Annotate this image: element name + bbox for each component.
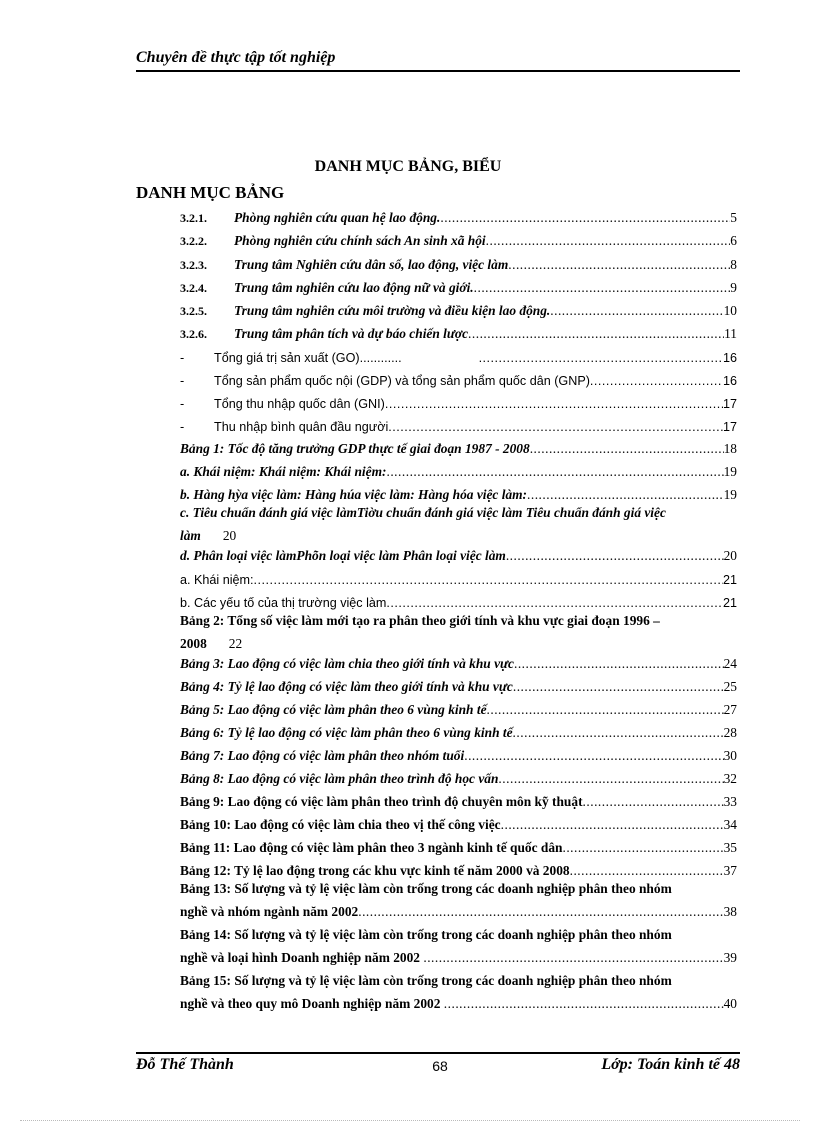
toc-entry-page: 16: [722, 351, 737, 365]
toc-entry-number: 3.2.6.: [180, 327, 207, 341]
toc-entry-page: 30: [723, 748, 737, 763]
toc-entry[interactable]: [180, 969, 737, 1015]
toc-entry-text: Bảng 11: Lao động có việc làm phân theo 3 ngành kinh tế quốc dân: [180, 840, 563, 855]
footer-author: Đỗ Thế Thành: [136, 1056, 234, 1073]
footer-rule: [136, 1052, 740, 1054]
toc-entry[interactable]: [180, 253, 737, 273]
toc-entry-continuation: [180, 900, 737, 923]
toc-entry-text: Trung tâm phân tích và dự báo chiến lược: [234, 326, 469, 341]
toc-entry-number: 3.2.3.: [180, 258, 207, 272]
toc-entry[interactable]: [180, 813, 737, 833]
toc-entry-text: Bảng 8: Lao động có việc làm phân theo trình độ học vấn: [180, 771, 499, 786]
toc-entry-text: Bảng 10: Lao động có việc làm chia theo vị thế công việc: [180, 817, 501, 832]
toc-entry[interactable]: [180, 790, 737, 810]
toc-leader: [506, 548, 724, 564]
running-header: Chuyên đề thực tập tốt nghiệp: [136, 49, 336, 66]
toc-entry[interactable]: [180, 877, 737, 923]
toc-entry-bullet: -: [180, 420, 185, 434]
section-subtitle: DANH MỤC BẢNG: [136, 183, 285, 202]
toc-entry[interactable]: [180, 836, 737, 856]
toc-entry[interactable]: [180, 721, 737, 741]
toc-leader: [498, 771, 723, 787]
toc-entry-page: 35: [723, 840, 737, 855]
toc-entry-page: 24: [723, 656, 737, 671]
toc-entry-text: Tổng giá trị sản xuất (GO)............: [214, 351, 479, 365]
toc-entry[interactable]: [180, 859, 737, 879]
toc-entry-text: Bảng 7: Lao động có việc làm phân theo nhóm tuổi: [180, 748, 465, 763]
toc-entry-text: Thu nhập bình quân đầu người: [214, 420, 389, 434]
page-title: DANH MỤC BẢNG, BIỂU: [314, 158, 502, 175]
toc-leader: [513, 725, 724, 741]
toc-entry-page: 21: [722, 573, 737, 587]
toc-entry-page: 40: [723, 996, 737, 1011]
toc-entry[interactable]: [180, 460, 737, 480]
toc-entry-page: 11: [724, 326, 737, 341]
toc-entry-text: Bảng 6: Tỷ lệ lao động có việc làm phân theo 6 vùng kinh tế: [180, 725, 513, 740]
toc-entry-page: 37: [723, 863, 737, 878]
toc-entry-text: Bảng 5: Lao động có việc làm phân theo 6 vùng kinh tế: [180, 702, 487, 717]
toc-entry-text: d. Phân loại việc làmPhõn loại việc làm Phân loại việc làm: [180, 548, 506, 563]
toc-entry-bullet: -: [180, 374, 185, 388]
toc-entry-page: 17: [722, 397, 737, 411]
toc-entry-text: a. Khái niệm:: [180, 573, 254, 587]
toc-entry[interactable]: [180, 698, 737, 718]
toc-entry-page: 27: [723, 702, 737, 717]
toc-leader: [583, 794, 724, 810]
toc-entry[interactable]: [180, 437, 737, 457]
toc-leader: [508, 257, 730, 273]
toc-entry-text: Bảng 4: Tỷ lệ lao động có việc làm theo giới tính và khu vực: [180, 679, 513, 694]
toc-entry[interactable]: [180, 206, 737, 226]
toc-leader: [530, 441, 724, 457]
toc-entry[interactable]: [180, 923, 737, 969]
toc-entry-text-cont: 2008: [180, 636, 207, 651]
toc-leader: [514, 656, 724, 672]
toc-leader: [468, 326, 724, 342]
toc-leader: [385, 397, 723, 411]
toc-leader: [440, 210, 730, 226]
toc-entry-page: 20: [723, 548, 737, 563]
toc-entry[interactable]: [180, 368, 737, 388]
toc-entry-text: Bảng 13: Số lượng và tỷ lệ việc làm còn trống trong các doanh nghiệp phân theo nhóm: [180, 881, 672, 896]
toc-entry-text: Bảng 14: Số lượng và tỷ lệ việc làm còn trống trong các doanh nghiệp phân theo nhóm: [180, 927, 672, 942]
toc-leader: [562, 840, 723, 856]
toc-entry-page: 38: [723, 904, 737, 919]
toc-entry-text: Phòng nghiên cứu quan hệ lao động.: [234, 210, 441, 225]
toc-leader: [486, 233, 731, 249]
toc-entry-page: 32: [723, 771, 737, 786]
toc-entry-page: 10: [723, 303, 737, 318]
toc-entry-page: 5: [730, 210, 737, 225]
footer-class: Lớp: Toán kinh tế 48: [601, 1056, 740, 1073]
toc-entry-number: 3.2.2.: [180, 234, 207, 248]
toc-entry[interactable]: [180, 414, 737, 434]
toc-leader: [423, 946, 723, 969]
toc-leader: [388, 420, 723, 434]
toc-entry[interactable]: [180, 744, 737, 764]
toc-entry-text: b. Các yếu tố của thị trường việc làm: [180, 596, 387, 610]
toc-entry[interactable]: [180, 276, 737, 296]
toc-entry-continuation: [180, 992, 737, 1015]
toc-entry-page: 20: [222, 528, 237, 543]
toc-entry[interactable]: [180, 501, 737, 547]
toc-entry-text-cont: nghề và nhóm ngành năm 2002: [180, 904, 359, 919]
toc-leader: [474, 280, 731, 296]
toc-entry-page: 22: [228, 636, 243, 651]
toc-entry[interactable]: [180, 609, 737, 655]
toc-entry-page: 6: [730, 233, 737, 248]
toc-entry-page: 8: [730, 257, 737, 272]
toc-entry-text: c. Tiêu chuẩn đánh giá việc làmTiờu chuẩn đánh giá việc làm Tiêu chuẩn đánh giá việc: [180, 505, 666, 520]
toc-entry-page: 21: [722, 596, 737, 610]
page-bottom-divider: [20, 1120, 800, 1121]
toc-entry-text: Bảng 12: Tỷ lệ lao động trong các khu vực kinh tế năm 2000 và 2008: [180, 863, 570, 878]
toc-entry-page: 16: [722, 374, 737, 388]
toc-leader: [487, 702, 724, 718]
toc-entry-number: 3.2.1.: [180, 211, 207, 225]
toc-entry-number: 3.2.4.: [180, 281, 207, 295]
toc-entry-text: Trung tâm nghiên cứu môi trường và điều kiện lao động.: [234, 303, 551, 318]
toc-entry-page: 9: [730, 280, 737, 295]
toc-entry-page: 19: [723, 464, 737, 479]
toc-entry-text: b. Hàng hỳa việc làm: Hàng húa việc làm: Hàng hóa việc làm:: [180, 487, 528, 502]
toc-entry-bullet: -: [180, 351, 185, 365]
toc-entry[interactable]: [180, 652, 737, 672]
toc-entry-page: 28: [723, 725, 737, 740]
toc-entry-text: Tổng sản phẩm quốc nội (GDP) và tổng sản phẩm quốc dân (GNP): [214, 374, 590, 388]
toc-entry[interactable]: [180, 322, 737, 342]
toc-entry-text: a. Khái niệm: Khái niệm: Khái niệm:: [180, 464, 387, 479]
toc-entry-page: 17: [722, 420, 737, 434]
toc-entry-text: Bảng 15: Số lượng và tỷ lệ việc làm còn trống trong các doanh nghiệp phân theo nhóm: [180, 973, 672, 988]
toc-leader: [513, 679, 724, 695]
toc-entry[interactable]: [180, 391, 737, 411]
toc-leader: [358, 900, 723, 923]
toc-entry-text-cont: nghề và theo quy mô Doanh nghiệp năm 2002: [180, 996, 444, 1011]
toc-entry-text: Trung tâm nghiên cứu lao động nữ và giới.: [234, 280, 474, 295]
toc-entry-page: 25: [723, 679, 737, 694]
toc-entry-number: 3.2.5.: [180, 304, 207, 318]
toc-entry[interactable]: [180, 299, 737, 319]
toc-leader: [444, 992, 724, 1015]
toc-leader: [386, 464, 723, 480]
toc-leader: [550, 303, 723, 319]
toc-entry-text: Tổng thu nhập quốc dân (GNI): [214, 397, 385, 411]
toc-entry-bullet: -: [180, 397, 185, 411]
toc-entry[interactable]: [180, 675, 737, 695]
toc-entry-text-cont: làm: [180, 528, 201, 543]
toc-leader: [501, 817, 724, 833]
toc-entry[interactable]: [180, 544, 737, 564]
toc-entry-page: 18: [723, 441, 737, 456]
toc-entry[interactable]: [180, 229, 737, 249]
toc-leader: [386, 596, 723, 610]
toc-entry[interactable]: [180, 345, 737, 365]
footer-page-number: 68: [432, 1058, 448, 1074]
toc-entry-continuation: [180, 946, 737, 969]
toc-entry[interactable]: [180, 567, 737, 587]
toc-entry-page: 39: [723, 950, 737, 965]
toc-leader: [590, 374, 723, 388]
toc-entry[interactable]: [180, 767, 737, 787]
toc-entry-text: Trung tâm Nghiên cứu dân số, lao động, việc làm: [234, 257, 509, 272]
toc-entry-text-cont: nghề và loại hình Doanh nghiệp năm 2002: [180, 950, 424, 965]
toc-leader: [254, 573, 723, 587]
toc-entry-text: Phòng nghiên cứu chính sách An sinh xã hội: [234, 233, 486, 248]
toc-entry-page: 34: [723, 817, 737, 832]
toc-leader: [479, 351, 723, 365]
toc-entry-page: 33: [723, 794, 737, 809]
toc-leader: [464, 748, 723, 764]
toc-entry-text: Bảng 3: Lao động có việc làm chia theo giới tính và khu vực: [180, 656, 514, 671]
toc-entry-text: Bảng 9: Lao động có việc làm phân theo trình độ chuyên môn kỹ thuật: [180, 794, 583, 809]
toc-entry-text: Bảng 2: Tổng số việc làm mới tạo ra phân theo giới tính và khu vực giai đoạn 1996 –: [180, 613, 660, 628]
toc-entry[interactable]: [180, 483, 737, 503]
toc-entry-text: Bảng 1: Tốc độ tăng trưởng GDP thực tế giai đoạn 1987 - 2008: [180, 441, 530, 456]
toc-entry-page: 19: [723, 487, 737, 502]
toc-entry[interactable]: [180, 590, 737, 610]
